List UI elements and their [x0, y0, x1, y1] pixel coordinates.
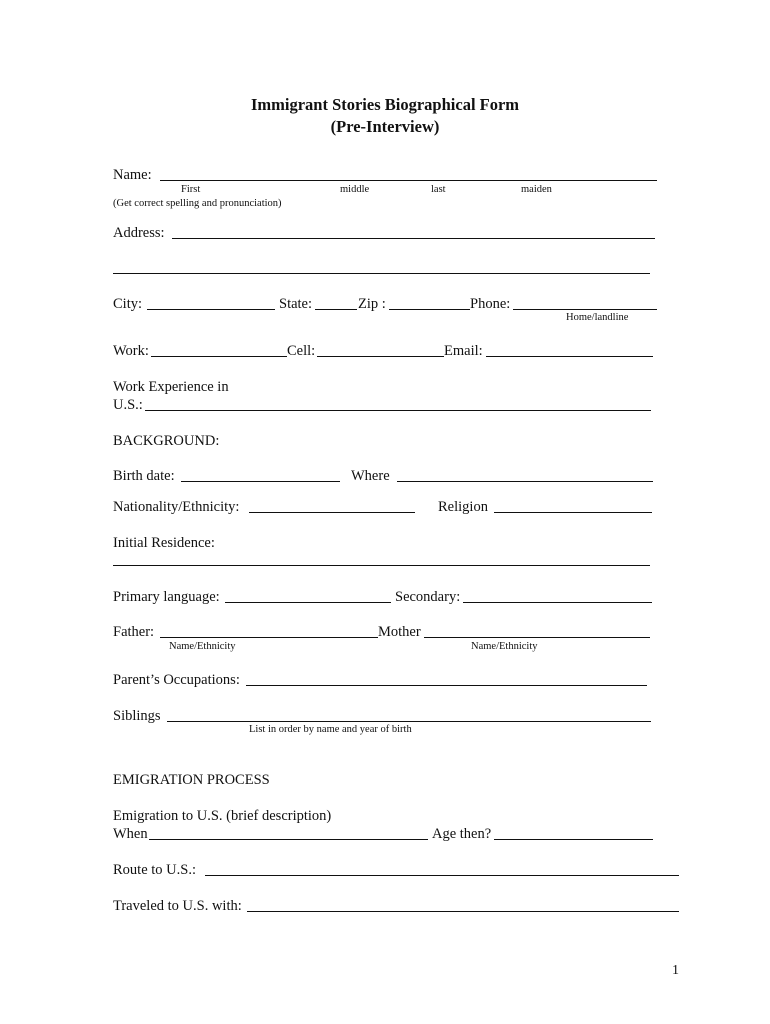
cell-label: Cell: [287, 343, 316, 359]
father-sublabel: Name/Ethnicity [169, 641, 236, 652]
initial-residence-label: Initial Residence: [113, 535, 215, 551]
secondary-language-field-line[interactable] [463, 602, 652, 603]
address-field-line-2[interactable] [113, 273, 650, 274]
phone-label: Phone: [470, 296, 511, 312]
work-label: Work: [113, 343, 149, 359]
address-field-line-1[interactable] [172, 238, 655, 239]
cell-field-line[interactable] [317, 356, 444, 357]
work-experience-label-us: U.S.: [113, 397, 143, 413]
secondary-language-label: Secondary: [395, 589, 461, 605]
nationality-field-line[interactable] [249, 512, 415, 513]
parents-occupations-field-line[interactable] [246, 685, 647, 686]
nationality-label: Nationality/Ethnicity: [113, 499, 240, 515]
religion-field-line[interactable] [494, 512, 652, 513]
name-maiden-sublabel: maiden [521, 184, 552, 195]
birth-date-field-line[interactable] [181, 481, 340, 482]
when-field-line[interactable] [149, 839, 428, 840]
siblings-field-line[interactable] [167, 721, 651, 722]
name-field-line[interactable] [160, 180, 657, 181]
mother-field-line[interactable] [424, 637, 650, 638]
route-label: Route to U.S.: [113, 862, 196, 878]
form-title: Immigrant Stories Biographical Form [250, 95, 520, 114]
name-note: (Get correct spelling and pronunciation) [113, 198, 282, 209]
siblings-sublabel: List in order by name and year of birth [249, 724, 412, 735]
route-field-line[interactable] [205, 875, 679, 876]
page-number: 1 [672, 963, 679, 978]
phone-sublabel: Home/landline [566, 312, 629, 323]
state-field-line[interactable] [315, 309, 357, 310]
age-then-label: Age then? [432, 826, 492, 842]
mother-label: Mother [378, 624, 421, 640]
name-label: Name: [113, 167, 152, 183]
form-subtitle: (Pre-Interview) [330, 117, 440, 136]
traveled-with-field-line[interactable] [247, 911, 679, 912]
city-label: City: [113, 296, 143, 312]
age-then-field-line[interactable] [494, 839, 653, 840]
father-label: Father: [113, 624, 155, 640]
zip-field-line[interactable] [389, 309, 470, 310]
zip-label: Zip : [358, 296, 386, 312]
primary-language-label: Primary language: [113, 589, 220, 605]
city-field-line[interactable] [147, 309, 275, 310]
emigration-heading: EMIGRATION PROCESS [113, 772, 270, 788]
where-label: Where [351, 468, 390, 484]
where-field-line[interactable] [397, 481, 653, 482]
work-field-line[interactable] [151, 356, 287, 357]
initial-residence-field-line[interactable] [113, 565, 650, 566]
parents-occupations-label: Parent’s Occupations: [113, 672, 240, 688]
siblings-label: Siblings [113, 708, 161, 724]
email-field-line[interactable] [486, 356, 653, 357]
phone-field-line[interactable] [513, 309, 657, 310]
state-label: State: [279, 296, 313, 312]
name-middle-sublabel: middle [340, 184, 370, 195]
emigration-description-label: Emigration to U.S. (brief description) [113, 808, 332, 824]
work-experience-label: Work Experience in [113, 379, 229, 395]
name-last-sublabel: last [431, 184, 446, 195]
father-field-line[interactable] [160, 637, 378, 638]
primary-language-field-line[interactable] [225, 602, 391, 603]
religion-label: Religion [438, 499, 488, 515]
email-label: Email: [444, 343, 483, 359]
birth-date-label: Birth date: [113, 468, 175, 484]
mother-sublabel: Name/Ethnicity [471, 641, 538, 652]
work-experience-field-line[interactable] [145, 410, 651, 411]
traveled-with-label: Traveled to U.S. with: [113, 898, 242, 914]
background-heading: BACKGROUND: [113, 433, 220, 449]
when-label: When [113, 826, 148, 842]
address-label: Address: [113, 225, 165, 241]
name-first-sublabel: First [181, 184, 201, 195]
